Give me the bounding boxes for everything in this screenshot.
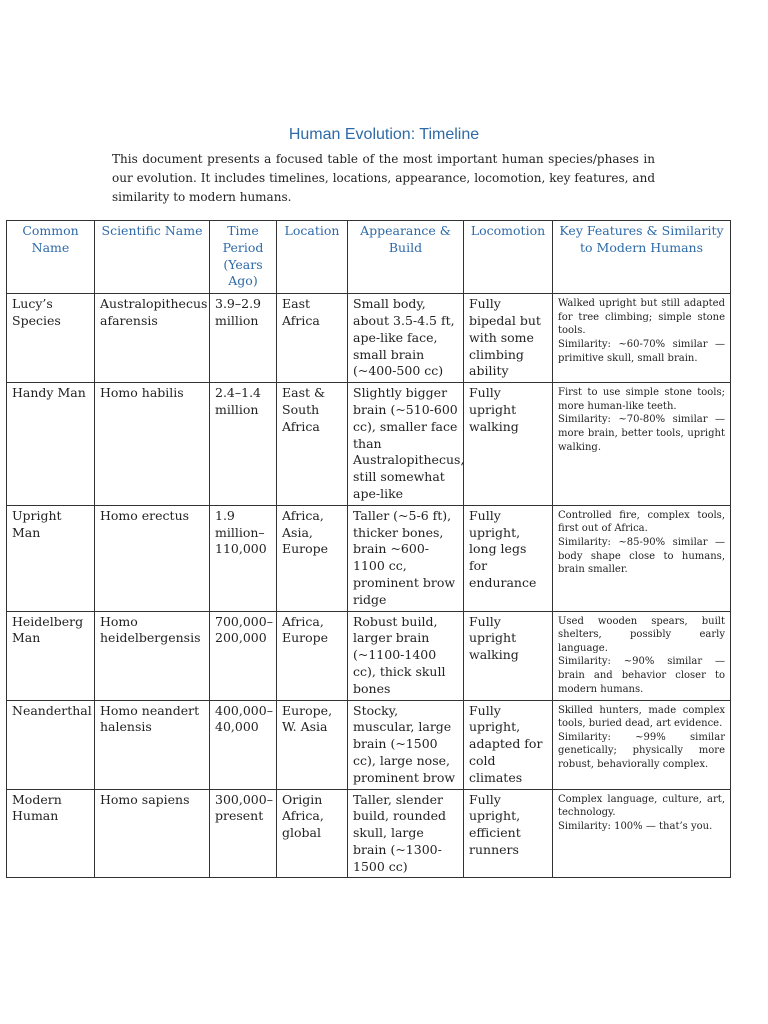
scientific-name-cell: Homo neanderthalensis (95, 700, 210, 789)
similarity-text: Similarity: ~70-80% similar — more brain, better tools, upright walking. (558, 414, 725, 453)
time-period-cell: 1.9 million–110,000 (210, 505, 277, 611)
common-name-cell: Neanderthal (7, 700, 95, 789)
similarity-text: Similarity: ~99% similar genetically; physically more robust, behaviorally complex. (558, 731, 725, 770)
common-name-cell: Upright Man (7, 505, 95, 611)
locomotion-cell: Fully upright, adapted for cold climates (464, 700, 553, 789)
scientific-name-cell: Homo heidelbergensis (95, 611, 210, 700)
scientific-name-cell: Homo habilis (95, 383, 210, 506)
common-name-cell: Modern Human (7, 789, 95, 878)
table-header-row (7, 221, 731, 294)
header-time-period: Time Period (Years Ago) (210, 221, 277, 294)
common-name-cell: Heidelberg Man (7, 611, 95, 700)
time-period-cell: 2.4–1.4 million (210, 383, 277, 506)
time-period-cell: 700,000–200,000 (210, 611, 277, 700)
header-locomotion: Locomotion (464, 221, 553, 294)
locomotion-cell: Fully bipedal but with some climbing ability (464, 294, 553, 383)
scientific-name-cell: Australopithecus afarensis (95, 294, 210, 383)
location-cell: East Africa (277, 294, 348, 383)
key-features-cell (553, 789, 731, 878)
scientific-name-cell: Homo sapiens (95, 789, 210, 878)
table-row (7, 383, 731, 506)
appearance-cell: Robust build, larger brain (~1100-1400 cc), thick skull bones (348, 611, 464, 700)
header-appearance: Appearance & Build (348, 221, 464, 294)
location-cell: Origin Africa, global (277, 789, 348, 878)
time-period-cell: 300,000–present (210, 789, 277, 878)
similarity-text: Similarity: ~85-90% similar — body shape close to humans, brain smaller. (558, 536, 725, 576)
key-features-text: Skilled hunters, made complex tools, buried dead, art evidence. (558, 704, 725, 730)
locomotion-cell: Fully upright, long legs for endurance (464, 505, 553, 611)
location-cell: Europe, W. Asia (277, 700, 348, 789)
similarity-text: Similarity: ~90% similar — brain and behavior closer to modern humans. (558, 656, 725, 695)
location-cell: Africa, Asia, Europe (277, 505, 348, 611)
header-location: Location (277, 221, 348, 294)
intro-paragraph: This document presents a focused table of the most important human species/phases in our evolution. It includes timelines, locations, appearance, locomotion, key features, and similarity to modern humans. (112, 152, 655, 204)
key-features-text: Controlled fire, complex tools, first out of Africa. (558, 509, 725, 535)
locomotion-cell: Fully upright walking (464, 383, 553, 506)
similarity-text: Similarity: ~60-70% similar — primitive skull, small brain. (558, 338, 725, 364)
header-scientific-name: Scientific Name (95, 221, 210, 294)
key-features-text: Used wooden spears, built shelters, possibly early language. (558, 615, 725, 654)
document-title: Human Evolution: Timeline (288, 126, 480, 143)
key-features-text: Complex language, culture, art, technology. (558, 793, 725, 819)
table-row (7, 700, 731, 789)
scientific-name-cell: Homo erectus (95, 505, 210, 611)
key-features-cell (553, 294, 731, 383)
location-cell: East & South Africa (277, 383, 348, 506)
key-features-cell (553, 700, 731, 789)
time-period-cell: 400,000–40,000 (210, 700, 277, 789)
appearance-cell: Taller, slender build, rounded skull, large brain (~1300-1500 cc) (348, 789, 464, 878)
appearance-cell: Stocky, muscular, large brain (~1500 cc), large nose, prominent brow (348, 700, 464, 789)
locomotion-cell: Fully upright walking (464, 611, 553, 700)
appearance-cell: Slightly bigger brain (~510-600 cc), smaller face than Australopithecus, still somewhat ape-like (348, 383, 464, 506)
table-row (7, 611, 731, 700)
table-row (7, 505, 731, 611)
key-features-cell (553, 505, 731, 611)
table-row (7, 294, 731, 383)
location-cell: Africa, Europe (277, 611, 348, 700)
evolution-table (6, 220, 731, 878)
key-features-text: First to use simple stone tools; more human-like teeth. (558, 387, 725, 412)
locomotion-cell: Fully upright, efficient runners (464, 789, 553, 878)
table-row (7, 789, 731, 878)
similarity-text: Similarity: 100% — that’s you. (558, 820, 713, 832)
key-features-text: Walked upright but still adapted for tree climbing; simple stone tools. (558, 298, 725, 337)
common-name-cell: Lucy’s Species (7, 294, 95, 383)
time-period-cell: 3.9–2.9 million (210, 294, 277, 383)
appearance-cell: Taller (~5-6 ft), thicker bones, brain ~600-1100 cc, prominent brow ridge (348, 505, 464, 611)
appearance-cell: Small body, about 3.5-4.5 ft, ape-like face, small brain (~400-500 cc) (348, 294, 464, 383)
header-common-name: Common Name (7, 221, 95, 294)
key-features-cell (553, 611, 731, 700)
key-features-cell (553, 383, 731, 506)
header-key-features: Key Features & Similarity to Modern Humans (553, 221, 731, 294)
common-name-cell: Handy Man (7, 383, 95, 506)
